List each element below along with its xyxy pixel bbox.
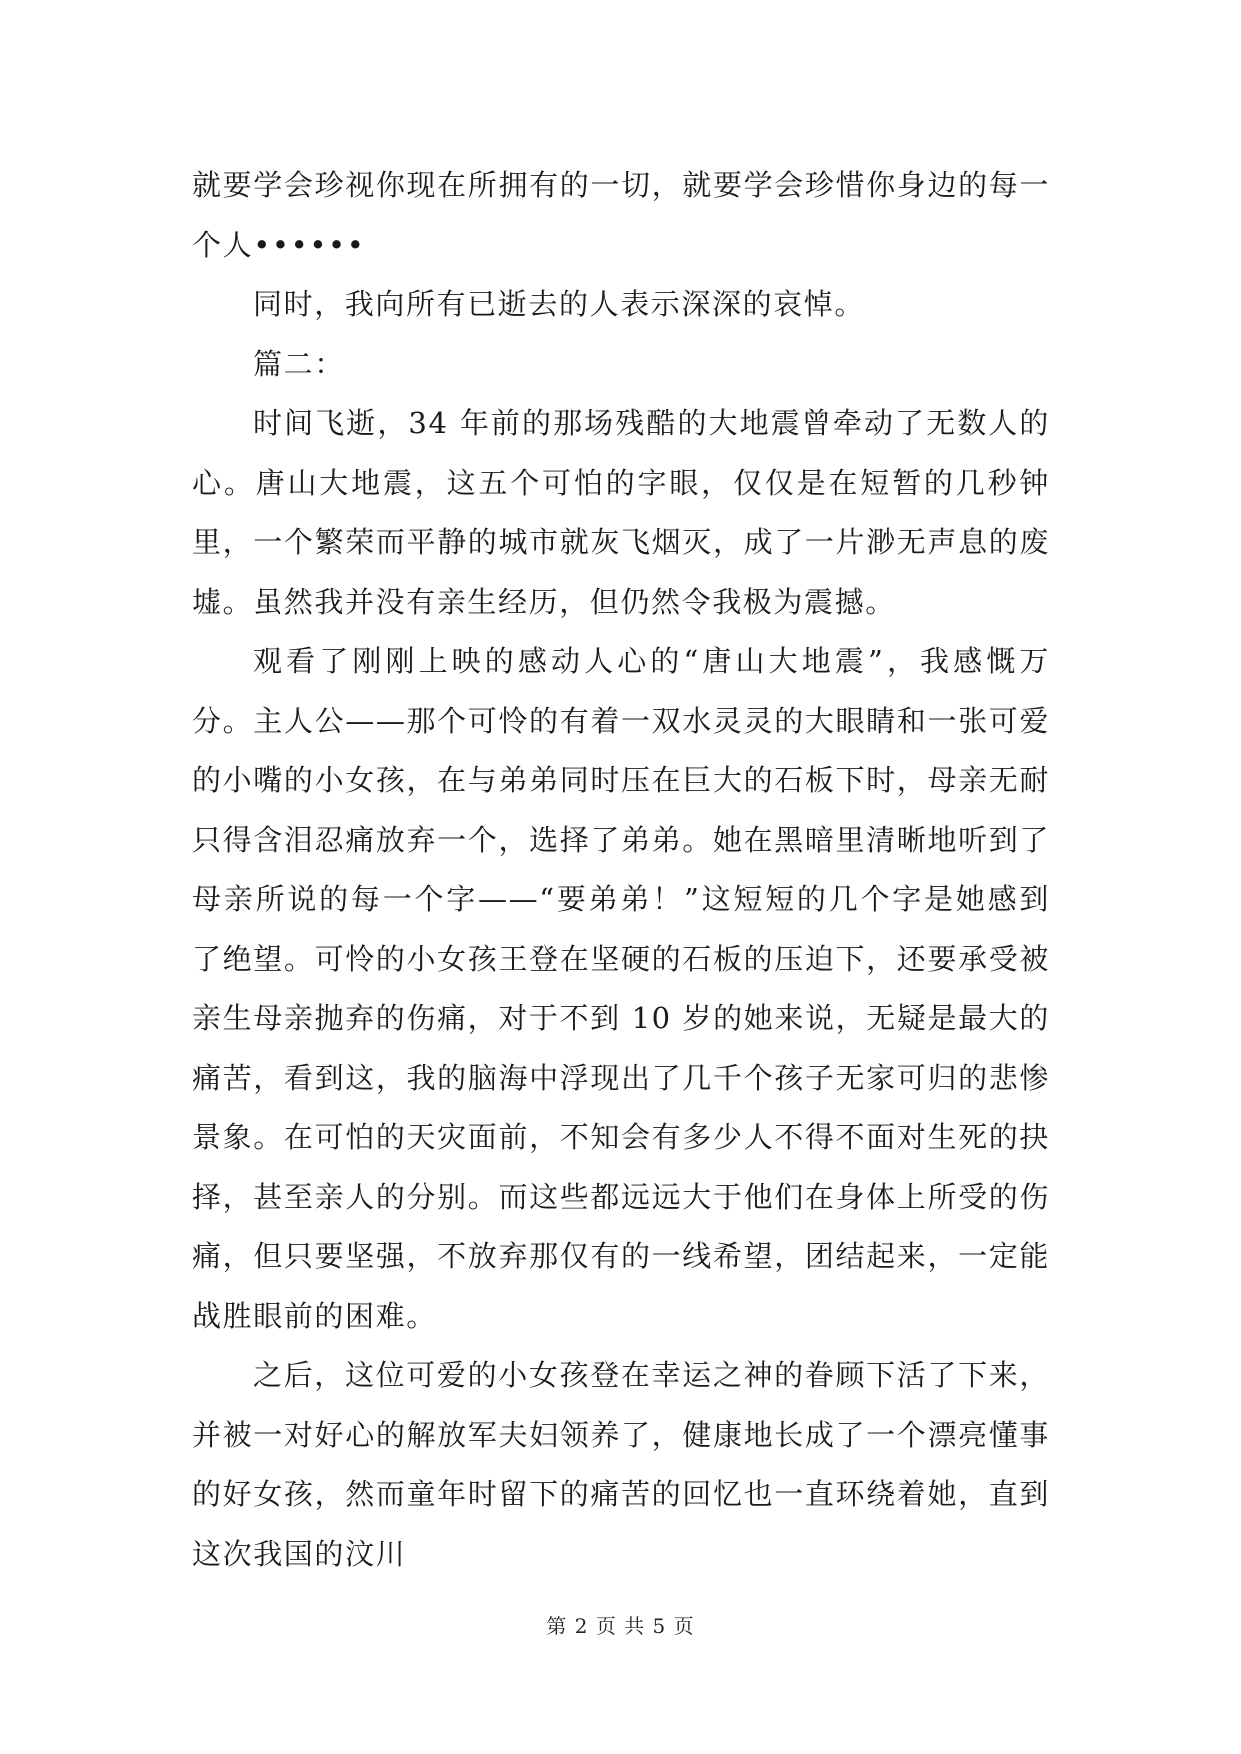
document-body — [192, 156, 1050, 1584]
paragraph-condolence: 同时，我向所有已逝去的人表示深深的哀悼。 — [253, 287, 866, 321]
paragraph-continuation: 就要学会珍视你现在所拥有的一切，就要学会珍惜你身边的每一个人•••••• — [192, 168, 1050, 262]
paragraph-movie: 观看了刚刚上映的感动人心的“唐山大地震”，我感慨万分。主人公——那个可怜的有着一双水灵灵的大眼睛和一张可爱的小嘴的小女孩，在与弟弟同时压在巨大的石板下时，母亲无耐只得含泪忍痛放弃一个，选择了弟弟。她在黑暗里清晰地听到了母亲所说的每一个字——“要弟弟！”这短短的几个字是她感到了绝望。可怜的小女孩王登在坚硬的石板的压迫下，还要承受被亲生母亲抛弃的伤痛，对于不到 10 岁的她来说，无疑是最大的痛苦，看到这，我的脑海中浮现出了几千个孩子无家可归的悲惨景象。在可怕的天灾面前，不知会有多少人不得不面对生死的抉择，甚至亲人的分别。而这些都远远大于他们在身体上所受的伤痛，但只要坚强，不放弃那仅有的一线希望，团结起来，一定能战胜眼前的困难。 — [192, 644, 1050, 1333]
page-number-label: 第 2 页 共 5 页 — [546, 1614, 695, 1638]
page-footer — [0, 1610, 1241, 1639]
paragraph-intro: 时间飞逝，34 年前的那场残酷的大地震曾牵动了无数人的心。唐山大地震，这五个可怕的字眼，仅仅是在短暂的几秒钟里，一个繁荣而平静的城市就灰飞烟灭，成了一片渺无声息的废墟。虽然我并没有亲生经历，但仍然令我极为震撼。 — [192, 406, 1050, 619]
section-heading-part-two: 篇二： — [253, 346, 345, 381]
paragraph-afterwards: 之后，这位可爱的小女孩登在幸运之神的眷顾下活了下来，并被一对好心的解放军夫妇领养了，健康地长成了一个漂亮懂事的好女孩，然而童年时留下的痛苦的回忆也一直环绕着她，直到这次我国的汶川 — [192, 1358, 1050, 1571]
